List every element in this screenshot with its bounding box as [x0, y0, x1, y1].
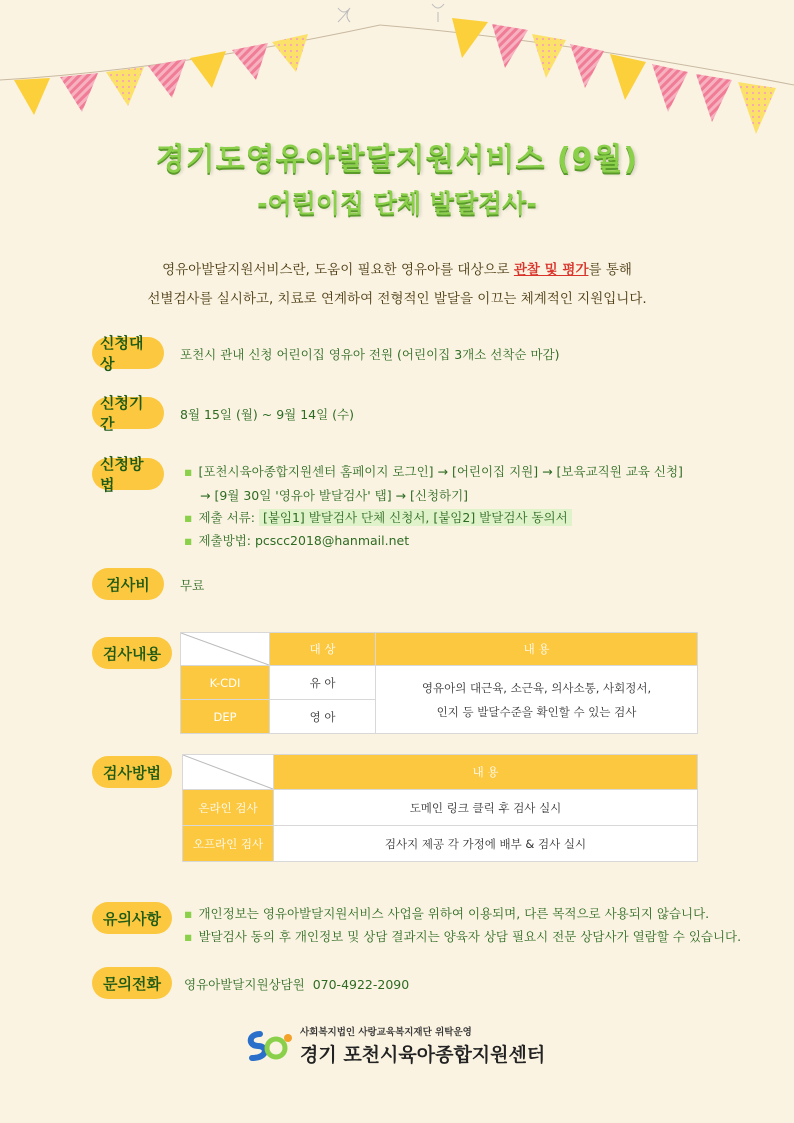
row-target: 영 아: [270, 700, 376, 734]
row-target: 유 아: [270, 666, 376, 700]
content-desc: [376, 666, 698, 734]
fee-label: 검사비: [92, 568, 164, 600]
intro-text-post: 를 통해: [588, 262, 632, 278]
method-line-2: → [9월 30일 '영유아 발달검사' 탭] → [신청하기]: [200, 488, 469, 503]
content-desc-2: 인지 등 발달수준을 확인할 수 있는 검사: [436, 704, 637, 719]
row-name: DEP: [181, 700, 270, 734]
header-target: 대 상: [270, 633, 376, 666]
header-content: 내 용: [376, 633, 698, 666]
howto-label: 검사방법: [92, 756, 172, 788]
notice-line-2: ▪ 발달검사 동의 후 개인정보 및 상담 결과지는 양육자 상담 필요시 전문 상담사가 열람할 수 있습니다.: [184, 929, 742, 944]
intro-line-2: 선별검사를 실시하고, 치료로 연계하여 전형적인 발달을 이끄는 체계적인 지원입니다.: [147, 291, 647, 307]
intro-highlight: 관찰 및 평가: [513, 262, 589, 278]
intro-text: 영유아발달지원서비스란, 도움이 필요한 영유아를 대상으로: [162, 262, 514, 278]
row-desc: 도메인 링크 클릭 후 검사 실시: [274, 790, 698, 826]
org-logo: [244, 1024, 545, 1067]
page-subtitle: -어린이집 단체 발달검사-: [257, 189, 537, 218]
period-value: 8월 15일 (월) ~ 9월 14일 (수): [180, 407, 354, 422]
row-name: 온라인 검사: [183, 790, 274, 826]
header-content: 내 용: [274, 755, 698, 790]
bunting-decoration: [0, 0, 794, 150]
org-logo-mark: [244, 1028, 294, 1064]
method-label: 신청방법: [92, 458, 164, 490]
org-name: 경기 포천시육아종합지원센터: [300, 1044, 546, 1066]
content-desc-1: 영유아의 대근육, 소근육, 의사소통, 사회정서,: [421, 680, 652, 695]
method-docs: ▪ 제출 서류: [붙임1] 발달검사 단체 신청서, [붙임2] 발달검사 동의서: [184, 508, 572, 526]
row-desc: 검사지 제공 각 가정에 배부 & 검사 실시: [274, 826, 698, 862]
content-table: [180, 632, 698, 734]
content-label: 검사내용: [92, 637, 172, 669]
target-label: 신청대상: [92, 337, 164, 369]
target-value: 포천시 관내 신청 어린이집 영유아 전원 (어린이집 3개소 선착순 마감): [180, 347, 560, 362]
row-name: K-CDI: [181, 666, 270, 700]
contact-value: 영유아발달지원상담원 070-4922-2090: [184, 977, 410, 992]
table-corner: [181, 633, 270, 666]
intro-line-1: [0, 258, 794, 278]
contact-label: 문의전화: [92, 967, 172, 999]
fee-value: 무료: [180, 578, 205, 593]
howto-table: [182, 754, 698, 862]
page-title: 경기도영유아발달지원서비스 (9월): [155, 142, 639, 177]
notice-label: 유의사항: [92, 902, 172, 934]
org-name-small: 사회복지법인 사랑교육복지재단 위탁운영: [300, 1027, 472, 1038]
method-submit: ▪ 제출방법: pcscc2018@hanmail.net: [184, 533, 410, 548]
period-label: 신청기간: [92, 397, 164, 429]
notice-line-1: ▪ 개인정보는 영유아발달지원서비스 사업을 위하여 이용되며, 다른 목적으로 사용되지 않습니다.: [184, 906, 710, 921]
row-name: 오프라인 검사: [183, 826, 274, 862]
method-line-1: ▪ [포천시육아종합지원센터 홈페이지 로그인] → [어린이집 지원] → [보육교직원 교육 신청]: [184, 464, 683, 479]
table-corner: [183, 755, 274, 790]
